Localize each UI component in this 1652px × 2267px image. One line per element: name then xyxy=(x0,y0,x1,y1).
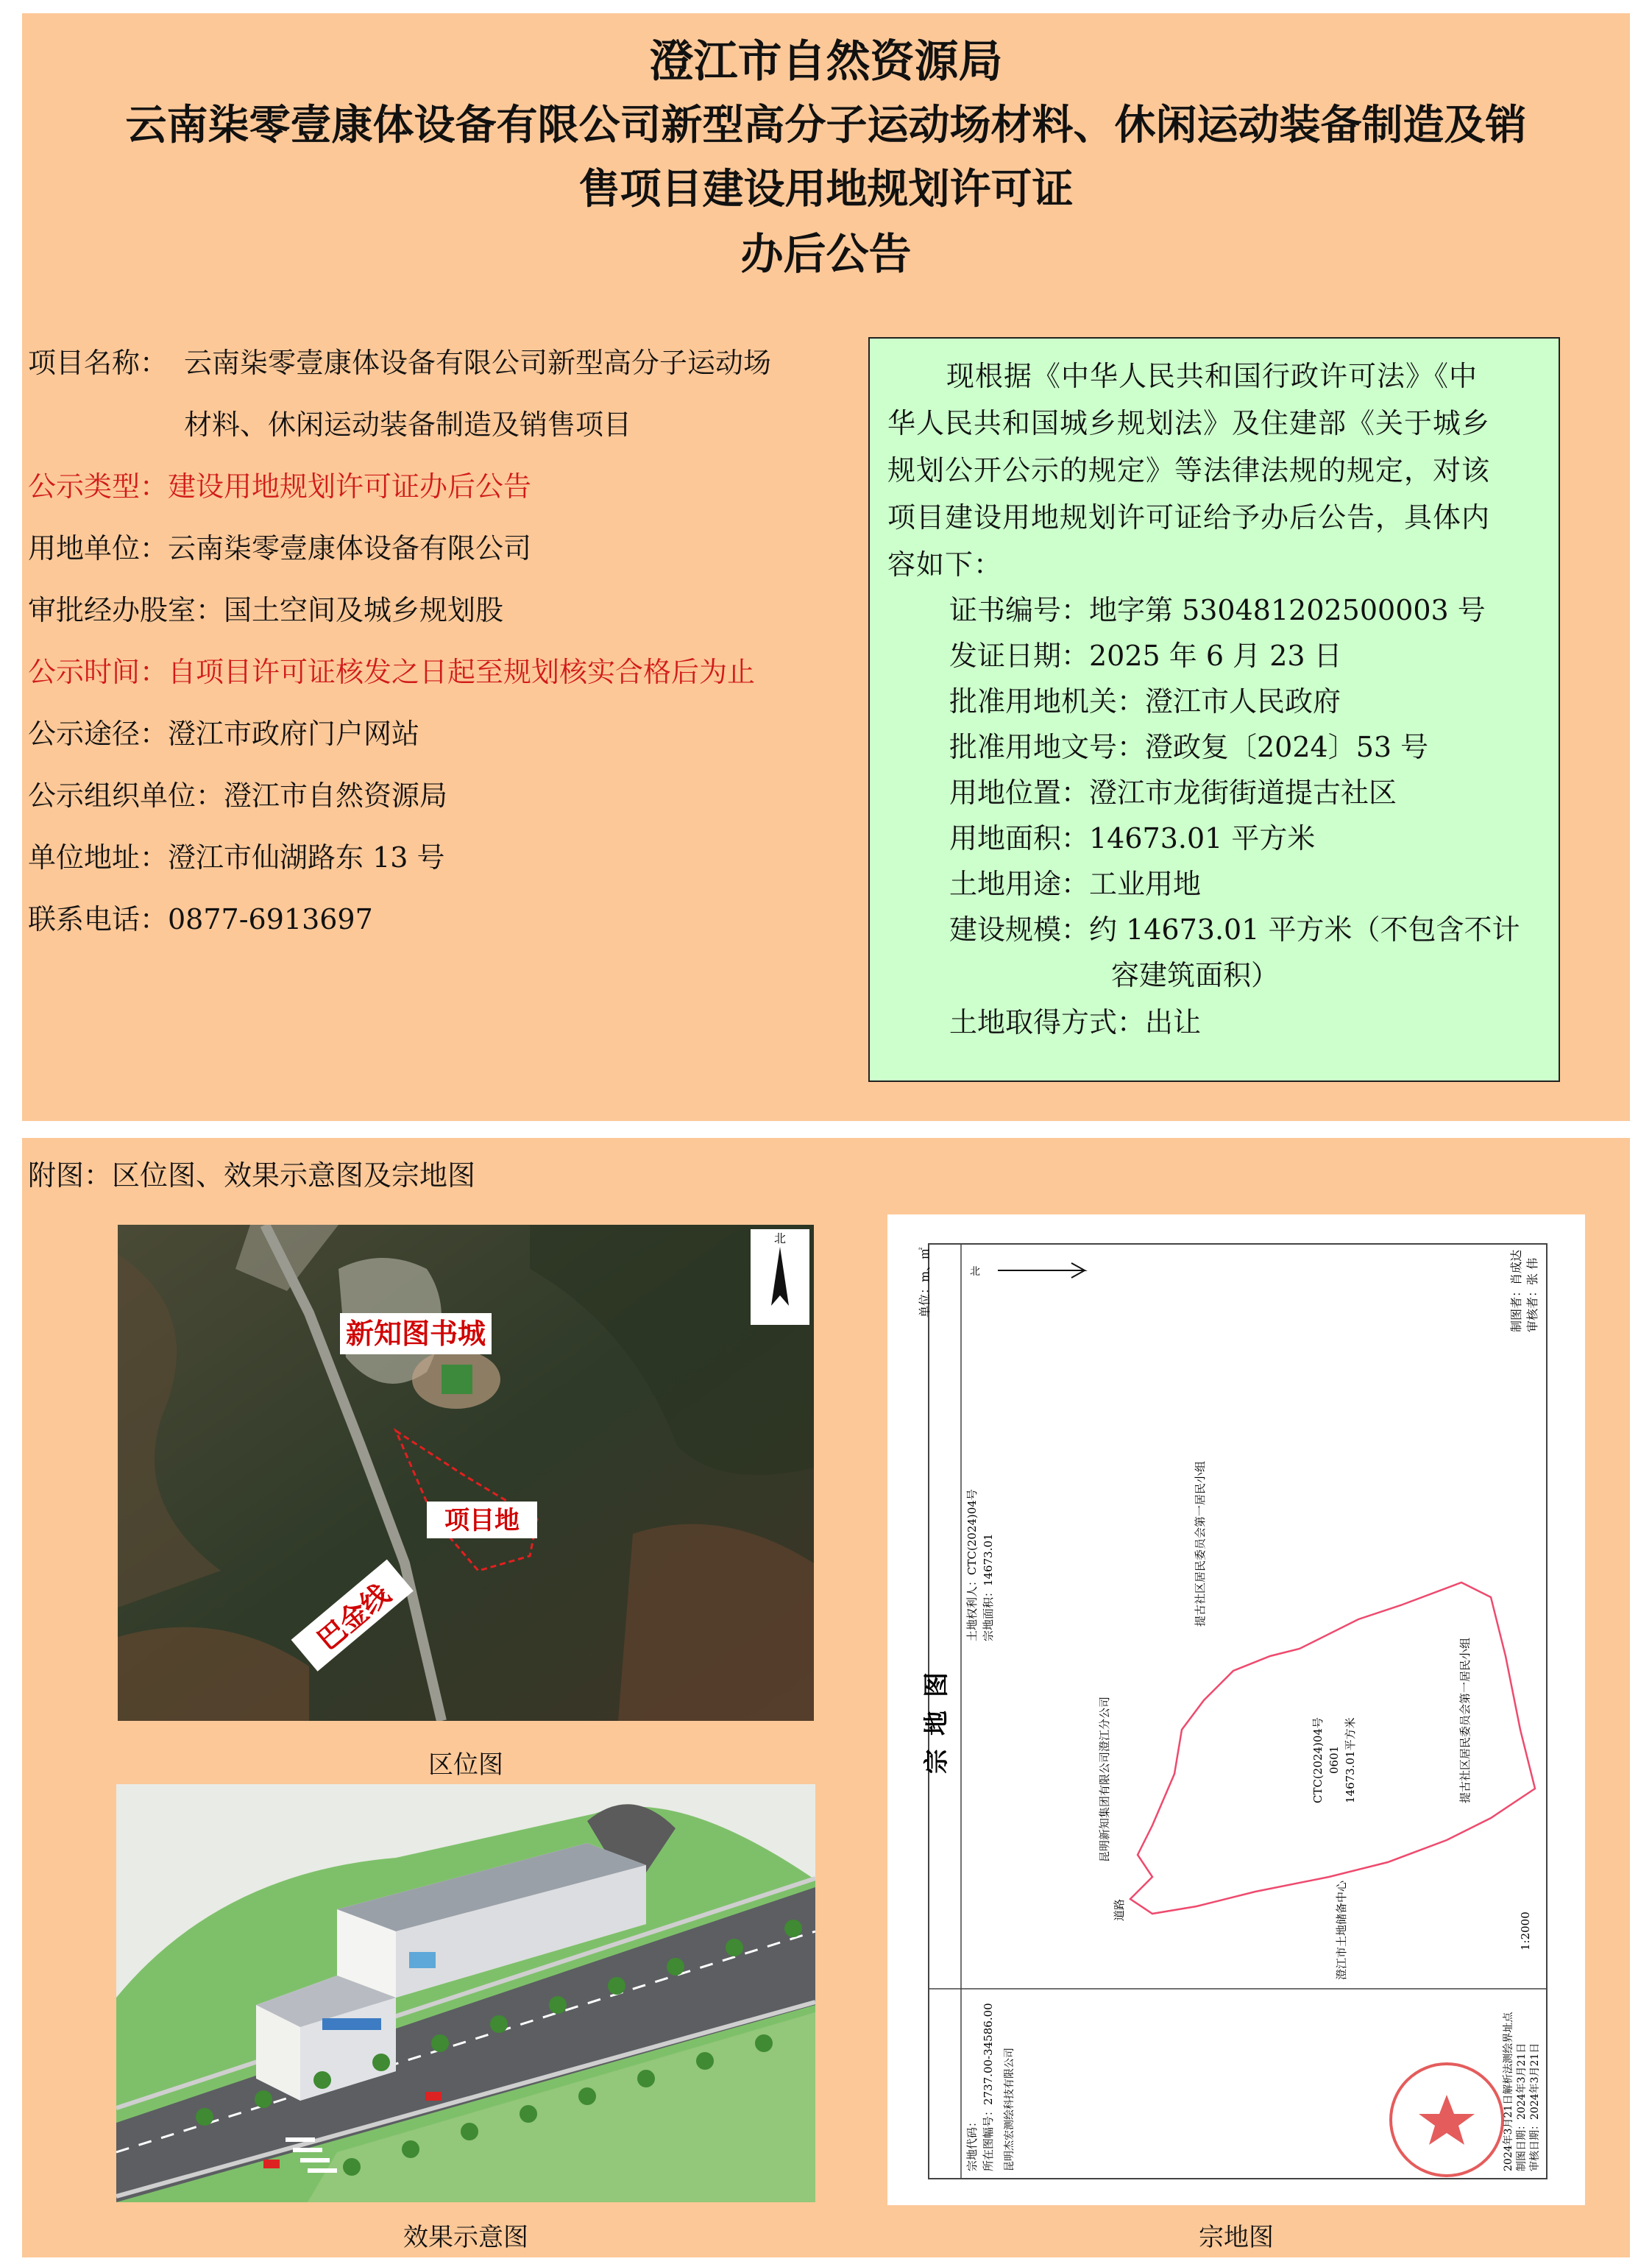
parcel-center-area: 14673.01平方米 xyxy=(1344,1717,1357,1803)
parcel-neighbor-top: 提古社区居民委员会第一居民小组 xyxy=(1194,1460,1207,1627)
render-image xyxy=(116,1784,815,2202)
parcel-checker: 审核者：张 伟 xyxy=(1525,1257,1539,1332)
car xyxy=(263,2160,280,2168)
sports-field xyxy=(442,1365,472,1394)
parcel-drawer: 制图者：肖成达 xyxy=(1509,1249,1523,1332)
land-user: 用地单位：云南柒零壹康体设备有限公司 xyxy=(28,532,532,565)
announcement-panel xyxy=(22,13,1630,1121)
land-usage: 土地用途：工业用地 xyxy=(949,868,1202,900)
appendix-panel xyxy=(22,1138,1630,2257)
project-title-line2: 售项目建设用地规划许可证 xyxy=(578,165,1074,213)
parcel-sheet-no: 所在图幅号：2737.00-34586.00 xyxy=(982,2003,995,2171)
organizer-address: 单位地址：澄江市仙湖路东 13 号 xyxy=(28,841,445,874)
project-name-value-line2: 材料、休闲运动装备制造及销售项目 xyxy=(184,409,632,441)
issue-date: 发证日期：2025 年 6 月 23 日 xyxy=(949,640,1342,672)
notice-paragraph-line4: 项目建设用地规划许可证给予办后公告，具体内 xyxy=(887,501,1491,534)
land-location: 用地位置：澄江市龙街街道提古社区 xyxy=(949,777,1397,809)
construction-scale-cont: 容建筑面积） xyxy=(1111,959,1280,991)
location-map xyxy=(118,1225,814,1721)
parcel-review-date: 审核日期：2024年3月21日 xyxy=(1529,2043,1541,2171)
construction-scale: 建设规模：约 14673.01 平方米（不包含不计 xyxy=(949,913,1520,946)
notice-heading: 办后公告 xyxy=(740,229,912,279)
land-area: 用地面积：14673.01 平方米 xyxy=(949,822,1316,855)
parcel-map-frame xyxy=(929,1244,1547,2179)
north-arrow xyxy=(751,1229,809,1325)
parcel-scale: 1:2000 xyxy=(1519,1911,1532,1951)
parcel-neighbor-left: 昆明新知集团有限公司澄江分公司 xyxy=(1098,1696,1111,1862)
approving-authority: 批准用地机关：澄江市人民政府 xyxy=(949,685,1341,718)
notice-paragraph-line3: 规划公开公示的规定》等法律法规的规定，对该 xyxy=(887,454,1491,487)
contact-phone: 联系电话：0877-6913697 xyxy=(28,903,373,936)
organizer: 公示组织单位：澄江市自然资源局 xyxy=(28,779,448,812)
label-bookstore xyxy=(340,1313,492,1354)
parcel-center-sub: 0601 xyxy=(1327,1745,1341,1774)
official-seal xyxy=(1391,2064,1503,2176)
notice-paragraph-line2: 华人民共和国城乡规划法》及住建部《关于城乡 xyxy=(887,407,1491,439)
label-project xyxy=(427,1502,537,1538)
approval-office: 审批经办股室：国土空间及城乡规划股 xyxy=(28,594,504,626)
north-label: 北 xyxy=(773,1231,787,1245)
notice-box xyxy=(868,337,1560,1082)
parcel-neighbor-right: 提古社区居民委员会第一居民小组 xyxy=(1458,1637,1472,1803)
parcel-map-title: 宗地图 xyxy=(922,1659,951,1774)
project-name-value-line1: 云南柒零壹康体设备有限公司新型高分子运动场 xyxy=(184,347,772,379)
parcel-area-info: 宗地面积：14673.01 xyxy=(982,1533,995,1641)
notice-type: 公示类型：建设用地规划许可证办后公告 xyxy=(28,470,532,503)
svg-text:巴金线: 巴金线 xyxy=(311,1577,397,1657)
approval-document-number: 批准用地文号：澄政复〔2024〕53 号 xyxy=(949,731,1429,763)
acquisition-method: 土地取得方式：出让 xyxy=(949,1006,1202,1039)
parcel-company: 昆明杰宏测绘科技有限公司 xyxy=(1004,2048,1015,2171)
notice-period: 公示时间：自项目许可证核发之日起至规划核实合格后为止 xyxy=(28,656,756,688)
svg-text:北: 北 xyxy=(970,1266,980,1278)
parcel-survey-note: 2024年3月21日解析法测绘界址点 xyxy=(1503,2012,1514,2171)
notice-paragraph-line1: 现根据《中华人民共和国行政许可法》《中 xyxy=(946,360,1478,392)
project-title-line1: 云南柒零壹康体设备有限公司新型高分子运动场材料、休闲运动装备制造及销 xyxy=(125,101,1527,149)
parcel-unit: 单位：m、㎡ xyxy=(918,1247,932,1318)
caption-parcel-map: 宗地图 xyxy=(1199,2223,1274,2252)
notice-paragraph-line5: 容如下： xyxy=(887,548,1003,581)
satellite-image xyxy=(118,1225,814,1721)
issuer-title: 澄江市自然资源局 xyxy=(649,36,1003,88)
certificate-number: 证书编号：地字第 530481202500003 号 xyxy=(949,594,1486,626)
project-name-label: 项目名称： xyxy=(28,347,169,379)
caption-location-map: 区位图 xyxy=(428,1750,503,1780)
notice-channel: 公示途径：澄江市政府门户网站 xyxy=(28,718,420,750)
parcel-draw-date: 制图日期：2024年3月21日 xyxy=(1516,2043,1528,2171)
svg-text:项目地: 项目地 xyxy=(444,1506,520,1535)
parcel-north-arrow xyxy=(970,1263,1085,1278)
parcel-map xyxy=(887,1214,1585,2205)
parcel-center-id: CTC(2024)04号 xyxy=(1311,1717,1325,1803)
parcel-bottom-neighbor: 澄江市土地储备中心 xyxy=(1335,1880,1348,1980)
parcel-road: 道路 xyxy=(1113,1898,1126,1921)
parcel-owner-info: 土地权利人：CTC(2024)04号 xyxy=(965,1489,979,1641)
svg-text:新知图书城: 新知图书城 xyxy=(345,1317,486,1350)
appendix-title: 附图：区位图、效果示意图及宗地图 xyxy=(28,1159,476,1192)
parcel-code: 宗地代码： xyxy=(965,2115,979,2171)
caption-render: 效果示意图 xyxy=(403,2223,528,2252)
